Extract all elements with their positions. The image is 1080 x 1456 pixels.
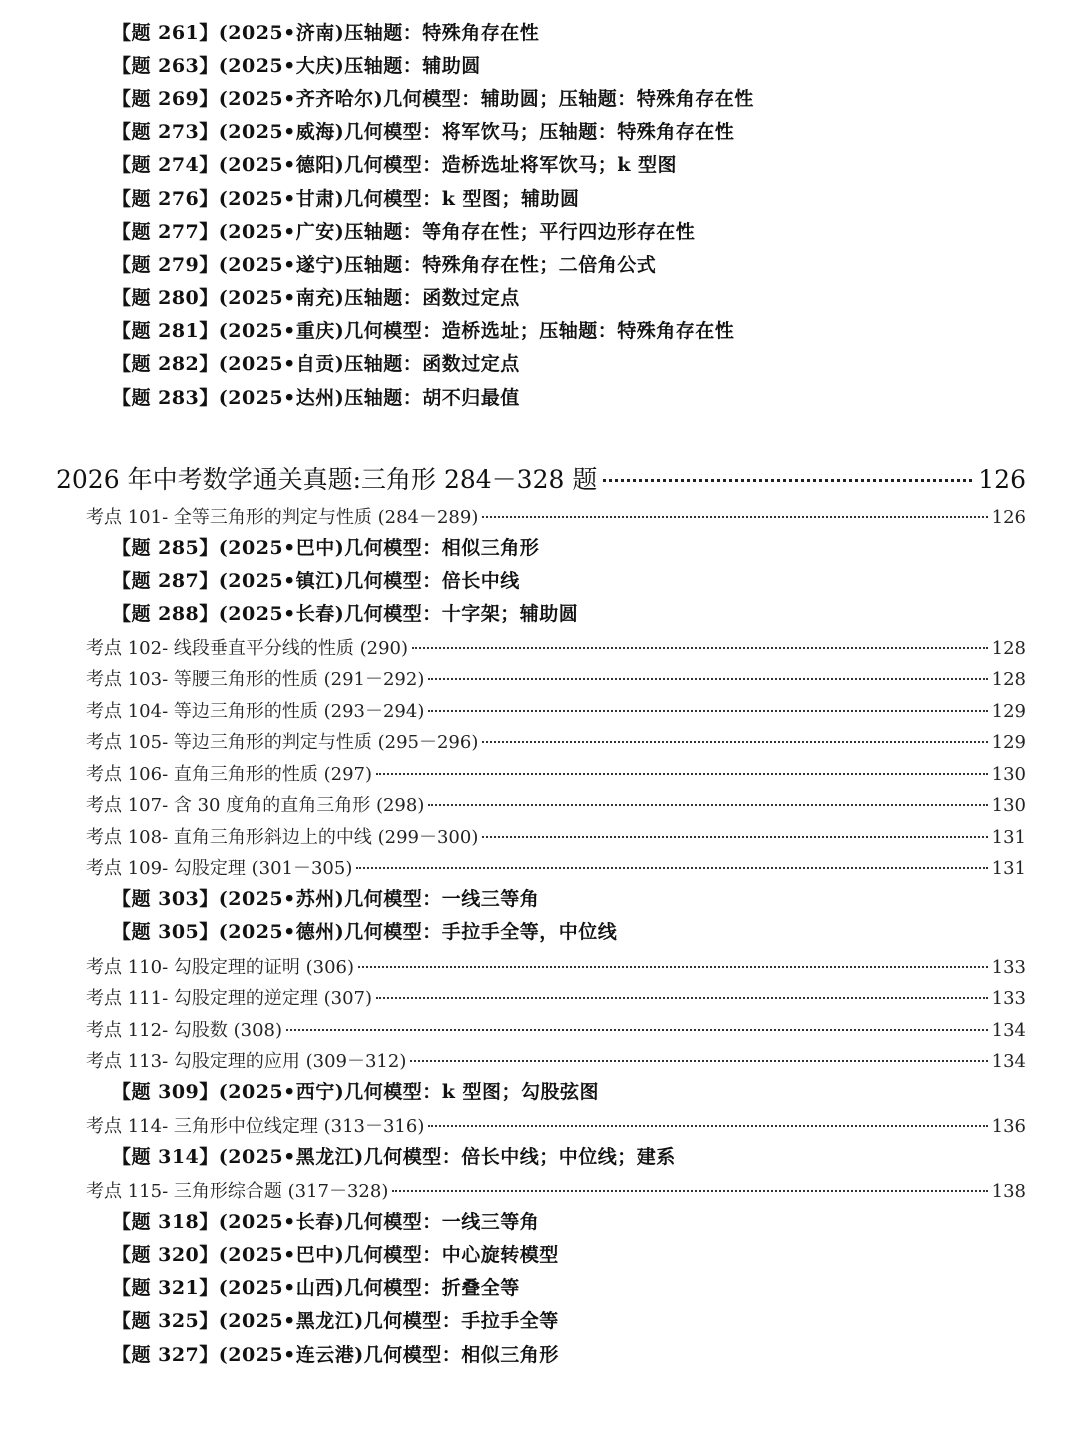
chapter-page-number: 126 — [978, 465, 1026, 494]
toc-question-item[interactable]: 【题 314】(2025•黑龙江)几何模型：倍长中线；中位线；建系 — [112, 1146, 676, 1168]
dot-leader — [428, 678, 987, 680]
dot-leader — [482, 741, 987, 743]
section-title: 考点 103- 等腰三角形的性质 (291－292) — [86, 669, 425, 690]
toc-section-entry[interactable] — [86, 1177, 1026, 1203]
toc-question-item[interactable]: 【题 320】(2025•巴中)几何模型：中心旋转模型 — [112, 1244, 559, 1266]
section-page-number: 130 — [991, 795, 1026, 816]
section-page-number: 131 — [991, 827, 1026, 848]
toc-question-item[interactable]: 【题 277】(2025•广安)压轴题：等角存在性；平行四边形存在性 — [112, 221, 696, 243]
toc-question-item[interactable]: 【题 263】(2025•大庆)压轴题：辅助圆 — [112, 55, 481, 77]
dot-leader — [376, 997, 988, 999]
toc-question-item[interactable]: 【题 327】(2025•连云港)几何模型：相似三角形 — [112, 1344, 559, 1366]
toc-question-item[interactable]: 【题 318】(2025•长春)几何模型：一线三等角 — [112, 1211, 540, 1233]
section-title: 考点 112- 勾股数 (308) — [86, 1020, 283, 1041]
section-page-number: 128 — [991, 669, 1026, 690]
section-title: 考点 106- 直角三角形的性质 (297) — [86, 764, 373, 785]
section-title: 考点 114- 三角形中位线定理 (313－316) — [86, 1116, 425, 1137]
toc-section-entry[interactable] — [86, 634, 1026, 660]
toc-question-item[interactable]: 【题 287】(2025•镇江)几何模型：倍长中线 — [112, 570, 520, 592]
toc-section-entry[interactable] — [86, 953, 1026, 979]
toc-question-item[interactable]: 【题 325】(2025•黑龙江)几何模型：手拉手全等 — [112, 1310, 559, 1332]
toc-question-item[interactable]: 【题 281】(2025•重庆)几何模型：造桥选址；压轴题：特殊角存在性 — [112, 320, 735, 342]
toc-section-entry[interactable] — [86, 503, 1026, 529]
section-title: 考点 102- 线段垂直平分线的性质 (290) — [86, 638, 409, 659]
section-title: 考点 105- 等边三角形的判定与性质 (295－296) — [86, 732, 479, 753]
chapter-title: 2026 年中考数学通关真题:三角形 284－328 题 — [56, 465, 598, 494]
toc-section-entry[interactable] — [86, 1047, 1026, 1073]
dot-leader — [410, 1060, 987, 1062]
toc-question-item[interactable]: 【题 321】(2025•山西)几何模型：折叠全等 — [112, 1277, 520, 1299]
toc-question-item[interactable]: 【题 282】(2025•自贡)压轴题：函数过定点 — [112, 353, 520, 375]
toc-question-item[interactable]: 【题 276】(2025•甘肃)几何模型：k 型图；辅助圆 — [112, 188, 580, 210]
section-page-number: 133 — [991, 957, 1026, 978]
dot-leader — [428, 1125, 987, 1127]
toc-question-item[interactable]: 【题 283】(2025•达州)压轴题：胡不归最值 — [112, 387, 520, 409]
section-title: 考点 113- 勾股定理的应用 (309－312) — [86, 1051, 407, 1072]
section-page-number: 129 — [991, 701, 1026, 722]
toc-section-entry[interactable] — [86, 1016, 1026, 1042]
section-title: 考点 108- 直角三角形斜边上的中线 (299－300) — [86, 827, 479, 848]
section-title: 考点 110- 勾股定理的证明 (306) — [86, 957, 355, 978]
dot-leader — [603, 479, 972, 482]
toc-question-item[interactable]: 【题 288】(2025•长春)几何模型：十字架；辅助圆 — [112, 603, 579, 625]
toc-question-item[interactable]: 【题 309】(2025•西宁)几何模型：k 型图；勾股弦图 — [112, 1081, 600, 1103]
dot-leader — [428, 710, 987, 712]
section-page-number: 131 — [991, 858, 1026, 879]
dot-leader — [356, 867, 987, 869]
section-page-number: 134 — [991, 1020, 1026, 1041]
section-page-number: 136 — [991, 1116, 1026, 1137]
dot-leader — [358, 966, 988, 968]
section-title: 考点 109- 勾股定理 (301－305) — [86, 858, 353, 879]
toc-section-entry[interactable] — [86, 854, 1026, 880]
toc-question-item[interactable]: 【题 279】(2025•遂宁)压轴题：特殊角存在性；二倍角公式 — [112, 254, 657, 276]
toc-section-entry[interactable] — [86, 1112, 1026, 1138]
dot-leader — [482, 516, 987, 518]
dot-leader — [428, 804, 987, 806]
toc-section-entry[interactable] — [86, 728, 1026, 754]
dot-leader — [376, 773, 988, 775]
section-title: 考点 104- 等边三角形的性质 (293－294) — [86, 701, 425, 722]
dot-leader — [286, 1029, 988, 1031]
section-page-number: 129 — [991, 732, 1026, 753]
toc-question-item[interactable]: 【题 274】(2025•德阳)几何模型：造桥选址将军饮马；k 型图 — [112, 154, 678, 176]
section-page-number: 126 — [991, 507, 1026, 528]
toc-section-entry[interactable] — [86, 791, 1026, 817]
section-title: 考点 111- 勾股定理的逆定理 (307) — [86, 988, 373, 1009]
toc-question-item[interactable]: 【题 285】(2025•巴中)几何模型：相似三角形 — [112, 537, 540, 559]
section-title: 考点 101- 全等三角形的判定与性质 (284－289) — [86, 507, 479, 528]
toc-question-item[interactable]: 【题 305】(2025•德州)几何模型：手拉手全等，中位线 — [112, 921, 618, 943]
dot-leader — [392, 1190, 987, 1192]
toc-section-entry[interactable] — [86, 665, 1026, 691]
toc-chapter-heading[interactable] — [56, 460, 1026, 496]
toc-section-entry[interactable] — [86, 760, 1026, 786]
toc-question-item[interactable]: 【题 269】(2025•齐齐哈尔)几何模型：辅助圆；压轴题：特殊角存在性 — [112, 88, 754, 110]
toc-question-item[interactable]: 【题 261】(2025•济南)压轴题：特殊角存在性 — [112, 22, 540, 44]
toc-question-item[interactable]: 【题 280】(2025•南充)压轴题：函数过定点 — [112, 287, 520, 309]
toc-question-item[interactable]: 【题 303】(2025•苏州)几何模型：一线三等角 — [112, 888, 540, 910]
dot-leader — [412, 647, 988, 649]
section-title: 考点 107- 含 30 度角的直角三角形 (298) — [86, 795, 425, 816]
toc-section-entry[interactable] — [86, 823, 1026, 849]
section-page-number: 134 — [991, 1051, 1026, 1072]
section-title: 考点 115- 三角形综合题 (317－328) — [86, 1181, 389, 1202]
section-page-number: 128 — [991, 638, 1026, 659]
section-page-number: 138 — [991, 1181, 1026, 1202]
dot-leader — [482, 836, 987, 838]
toc-section-entry[interactable] — [86, 697, 1026, 723]
toc-question-item[interactable]: 【题 273】(2025•威海)几何模型：将军饮马；压轴题：特殊角存在性 — [112, 121, 735, 143]
section-page-number: 133 — [991, 988, 1026, 1009]
section-page-number: 130 — [991, 764, 1026, 785]
toc-section-entry[interactable] — [86, 984, 1026, 1010]
